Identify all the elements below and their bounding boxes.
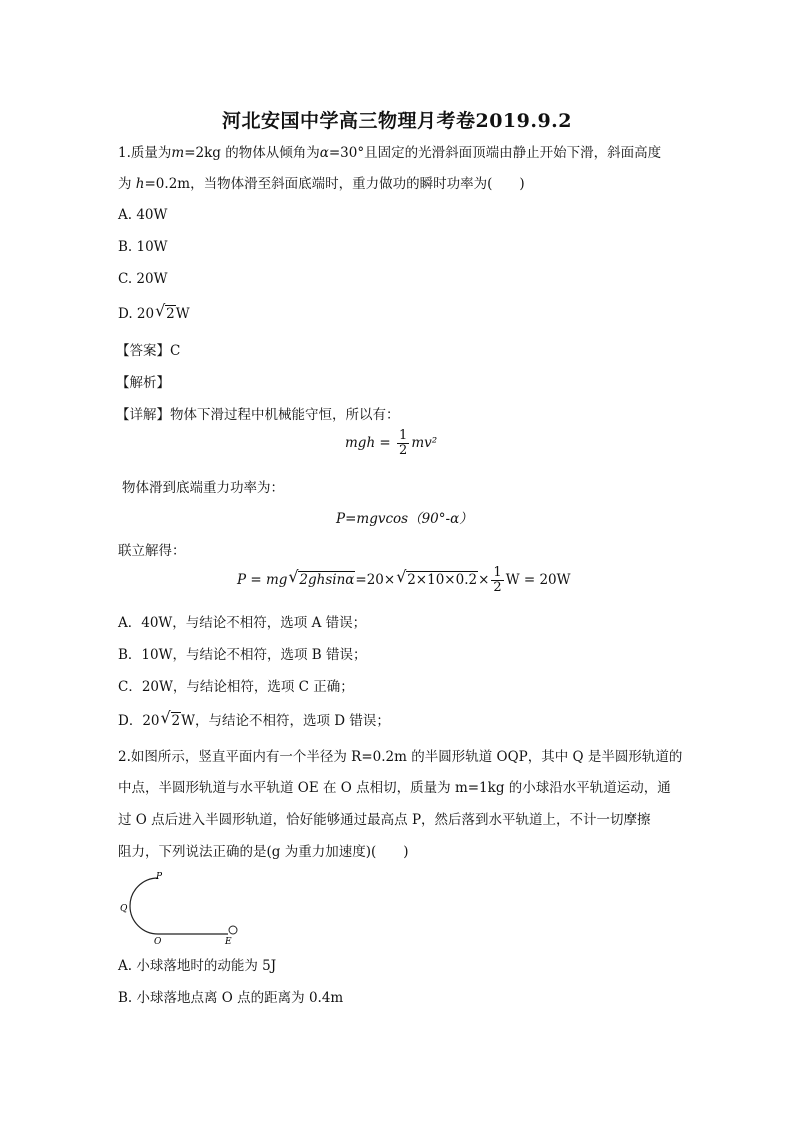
semicircle-track [130, 878, 158, 934]
q1-option-d-prefix: D. 20 [118, 306, 155, 322]
label-o: O [154, 937, 162, 947]
eq3-part: W = 20W [505, 572, 571, 588]
sqrt-symbol [156, 304, 176, 324]
q1-stem-text: 为 [118, 176, 132, 192]
eq3-radicand: 2×10×0.2 [407, 572, 478, 588]
answer-label: 【答案】 [116, 343, 170, 359]
analysis-d-suffix: W，与结论不相符，选项 D 错误； [181, 713, 390, 729]
q2-stem-line2: 中点，半圆形轨道与水平轨道 OE 在 O 点相切，质量为 m=1kg 的小球沿水平轨道运动，通 [118, 780, 671, 796]
q1-analysis-a: A．40W，与结论不相符，选项 A 错误； [118, 615, 367, 631]
q1-analysis-b: B．10W，与结论不相符，选项 B 错误； [118, 647, 367, 663]
eq1-equals: = [375, 435, 396, 451]
sqrt-symbol [397, 570, 478, 590]
eq1-right: mv² [411, 435, 438, 451]
q1-stem-line2 [118, 174, 525, 194]
equation-energy [345, 429, 437, 458]
q1-analysis-d [118, 711, 390, 731]
eq3-part: P = mg [237, 572, 288, 588]
detail-text: 物体下滑过程中机械能守恒，所以有： [170, 407, 400, 423]
eq3-part: × [478, 572, 490, 588]
eq3-radicand: 2ghsinα [299, 572, 355, 588]
fraction-numerator: 1 [493, 565, 502, 580]
label-q: Q [120, 904, 128, 914]
q1-var-alpha: α [319, 145, 329, 161]
q1-stem-text: 1.质量为 [118, 145, 172, 161]
fraction [491, 566, 503, 595]
q1-detail [116, 405, 400, 425]
q1-power-text: 物体滑到底端重力功率为： [122, 480, 284, 496]
equation-result [237, 566, 571, 595]
page-title: 河北安国中学高三物理月考卷2019.9.2 [221, 110, 573, 132]
answer-value: C [170, 343, 181, 359]
fraction-numerator: 1 [399, 428, 408, 443]
sqrt-symbol [289, 570, 355, 590]
q1-option-c: C. 20W [118, 271, 168, 287]
eq3-part: =20× [355, 572, 396, 588]
analysis-d-prefix: D．20 [118, 713, 160, 729]
q1-stem-text: =2kg 的物体从倾角为 [184, 145, 320, 161]
q1-option-d-unit: W [175, 306, 190, 322]
q1-stem-text: =30°且固定的光滑斜面顶端由静止开始下滑，斜面高度 [328, 145, 662, 161]
q1-option-b: B. 10W [118, 239, 168, 255]
ball [229, 926, 237, 934]
fraction [397, 429, 409, 458]
q1-stem-line1 [118, 143, 661, 163]
sqrt-symbol [162, 711, 182, 731]
q1-option-a: A. 40W [118, 207, 168, 223]
q1-analysis-label: 【解析】 [116, 375, 170, 391]
fraction-denominator: 2 [399, 443, 408, 458]
q1-solve-text: 联立解得： [118, 543, 186, 559]
q1-var-h: h [135, 176, 145, 192]
q1-option-d-radicand: 2 [166, 306, 175, 322]
q2-stem-line3: 过 O 点后进入半圆形轨道，恰好能够通过最高点 P，然后落到水平轨道上，不计一切摩擦 [118, 812, 651, 828]
q1-stem-text: =0.2m，当物体滑至斜面底端时，重力做功的瞬时功率为( ) [144, 176, 525, 192]
q2-option-a: A. 小球落地时的动能为 5J [118, 958, 277, 974]
label-e: E [225, 937, 232, 947]
detail-label: 【详解】 [116, 407, 170, 423]
q2-stem-line4: 阻力，下列说法正确的是(g 为重力加速度)( ) [118, 844, 409, 860]
q2-option-b: B. 小球落地点离 O 点的距离为 0.4m [118, 990, 344, 1006]
q1-option-d [118, 304, 190, 324]
equation-power: P=mgvcos（90°-α） [336, 511, 473, 527]
q1-analysis-c: C．20W，与结论相符，选项 C 正确； [118, 679, 354, 695]
fraction-denominator: 2 [493, 580, 502, 595]
eq1-left: mgh [345, 435, 376, 451]
track-diagram [115, 870, 255, 950]
q1-answer [116, 341, 180, 361]
analysis-d-radicand: 2 [171, 713, 181, 729]
q2-stem-line1: 2.如图所示，竖直平面内有一个半径为 R=0.2m 的半圆形轨道 OQP，其中 Q 是半圆形轨道的 [118, 749, 683, 765]
label-p: P [156, 872, 163, 882]
q1-var-m: m [171, 145, 185, 161]
